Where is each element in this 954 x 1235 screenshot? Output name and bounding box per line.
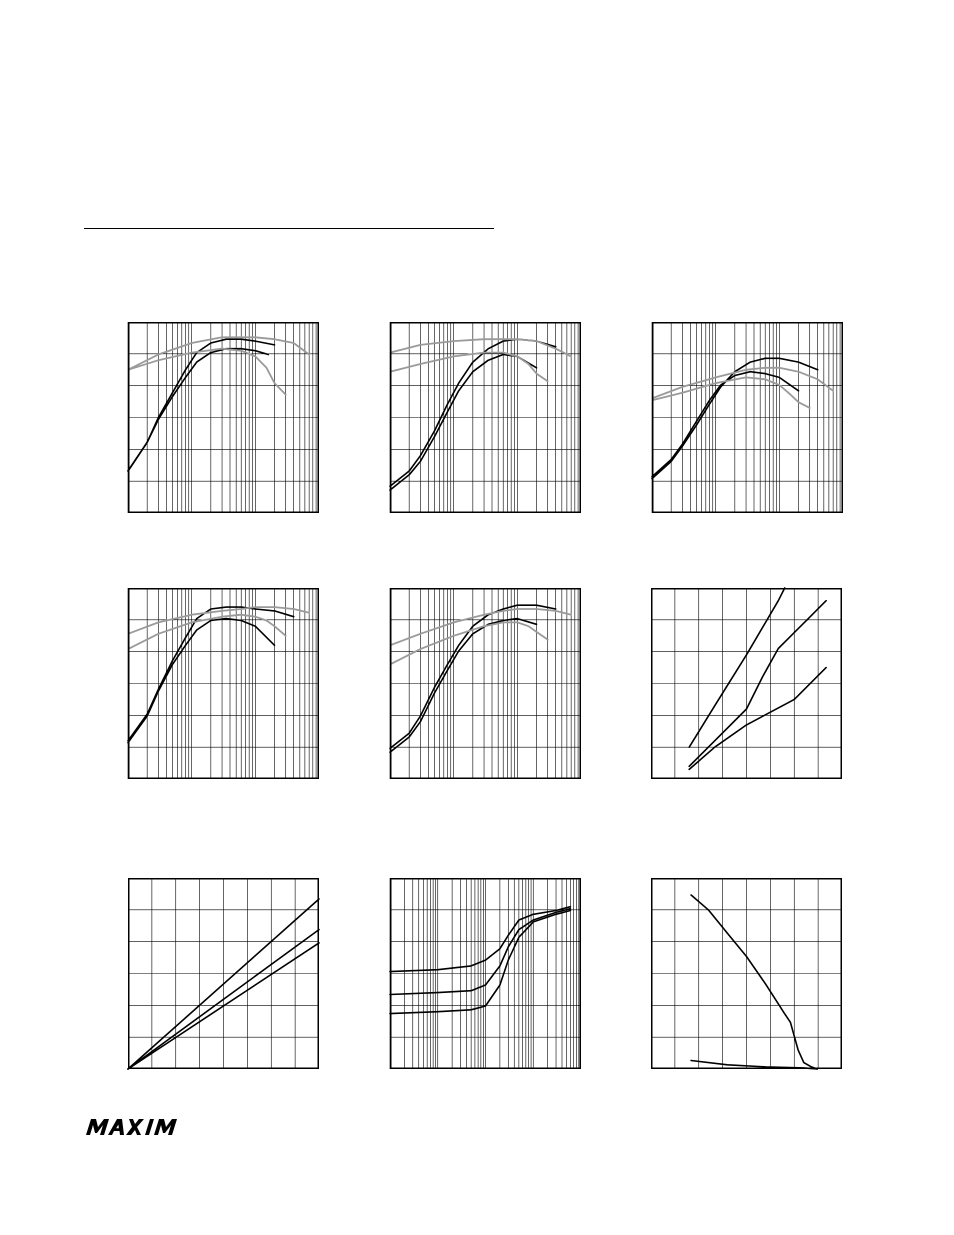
chart-svg [390, 322, 581, 513]
chart-panel-7 [128, 878, 319, 1069]
chart-panel-5 [390, 588, 581, 779]
chart-grid [390, 878, 581, 1069]
series-line-3 [689, 668, 826, 770]
series-line-3 [128, 607, 309, 634]
chart-svg [128, 322, 319, 513]
maxim-logo [84, 1118, 192, 1136]
chart-svg [652, 322, 843, 513]
series-line-2 [390, 909, 570, 995]
chart-panel-1 [128, 322, 319, 513]
chart-panel-2 [390, 322, 581, 513]
chart-svg [128, 588, 319, 779]
chart-panel-6 [651, 588, 842, 779]
series-line-4 [390, 622, 548, 664]
series-line-2 [128, 349, 268, 471]
chart-grid [651, 588, 842, 779]
chart-grid [128, 322, 319, 513]
chart-panel-4 [128, 588, 319, 779]
series-line-1 [691, 895, 817, 1069]
chart-panel-3 [652, 322, 843, 513]
chart-grid [128, 878, 319, 1069]
chart-svg [651, 878, 842, 1069]
section-heading-rule [84, 228, 494, 229]
chart-panel-9 [651, 878, 842, 1069]
chart-panel-8 [390, 878, 581, 1069]
chart-svg [390, 588, 581, 779]
chart-grid [652, 322, 843, 513]
chart-svg [651, 588, 842, 779]
chart-grid [651, 878, 842, 1069]
chart-svg [390, 878, 581, 1069]
chart-svg [128, 878, 319, 1069]
